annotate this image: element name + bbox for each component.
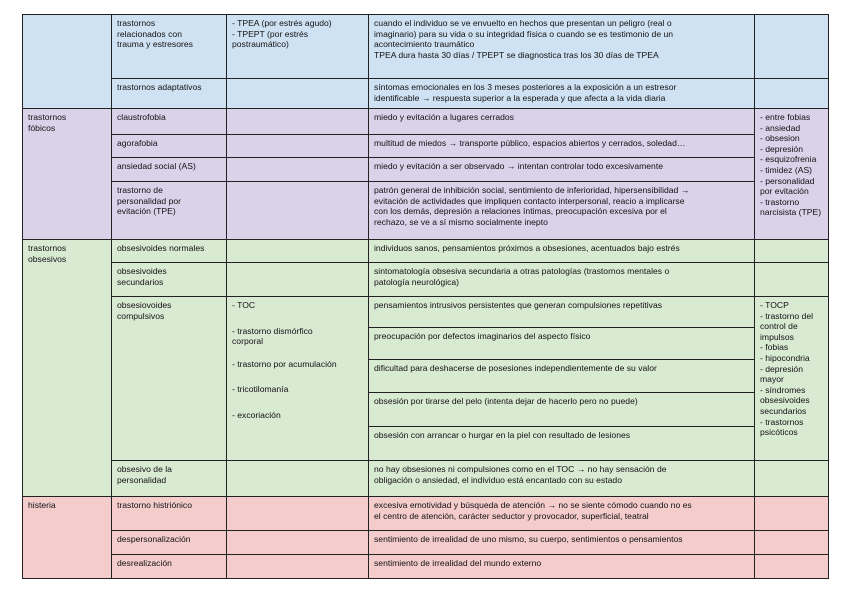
subtype-cell	[226, 108, 369, 135]
notes-cell	[754, 460, 829, 497]
compulsive-subtype: - trastorno dismórfico corporal	[232, 325, 313, 347]
subtype-cell	[226, 181, 369, 240]
group-label	[22, 14, 112, 109]
disorder-name: claustrofobia	[111, 108, 227, 135]
description-cell: miedo y evitación a ser observado → intentan controlar todo excesivamente	[368, 157, 755, 182]
disorder-name: obsesivoides normales	[111, 239, 227, 263]
disorder-name: obsesivoides secundarios	[111, 262, 227, 297]
disorder-name: agorafobia	[111, 134, 227, 158]
subtype-cell	[226, 554, 369, 579]
disorder-name: trastorno de personalidad por evitación (TPE)	[111, 181, 227, 240]
subtype-cell	[226, 134, 369, 158]
description-cell: obsesión con arrancar o hurgar en la piel con resultado de lesiones	[368, 426, 755, 461]
notes-cell	[754, 239, 829, 263]
subtype-cell	[226, 78, 369, 109]
subtype-cell: - TPEA (por estrés agudo) - TPEPT (por estrés postraumático)	[226, 14, 369, 79]
subtype-cell	[226, 239, 369, 263]
disorder-name: obsesiovoides compulsivos	[111, 296, 227, 461]
description-cell: cuando el individuo se ve envuelto en hechos que presentan un peligro (real o imaginario) para su vida o su integridad física o cuando se es testimonio de un acontecimiento traumático TPEA dura hasta 30 días / TPEPT se diagnostica tras los 30 días de TPEA	[368, 14, 755, 79]
description-cell: excesiva emotividad y búsqueda de atención → no se siente cómodo cuando no es el centro de atención, carácter seductor y provocador, superficial, teatral	[368, 496, 755, 531]
disorder-name: trastornos relacionados con trauma y estresores	[111, 14, 227, 79]
description-cell: obsesión por tirarse del pelo (intenta dejar de hacerlo pero no puede)	[368, 392, 755, 427]
disorder-name: obsesivo de la personalidad	[111, 460, 227, 497]
description-cell: pensamientos intrusivos persistentes que generan compulsiones repetitivas	[368, 296, 755, 328]
notes-cell	[754, 496, 829, 531]
subtype-list	[226, 296, 369, 461]
disorder-name: trastorno histriónico	[111, 496, 227, 531]
subtype-cell	[226, 262, 369, 297]
group-label: trastornos fóbicos	[22, 108, 112, 240]
description-cell: miedo y evitación a lugares cerrados	[368, 108, 755, 135]
description-cell: sentimiento de irrealidad del mundo externo	[368, 554, 755, 579]
disorder-name: ansiedad social (AS)	[111, 157, 227, 182]
notes-cell	[754, 14, 829, 79]
disorder-name: despersonalización	[111, 530, 227, 555]
description-cell: sintomatología obsesiva secundaria a otras patologías (trastornos mentales o patología neurológica)	[368, 262, 755, 297]
description-cell: dificultad para deshacerse de posesiones independientemente de su valor	[368, 359, 755, 393]
description-cell: síntomas emocionales en los 3 meses posteriores a la exposición a un estresor identificable → respuesta superior a la esperada y que afecta a la vida diaria	[368, 78, 755, 109]
compulsive-subtype: - TOC	[232, 300, 256, 310]
phobic-notes: - entre fobias - ansiedad - obsesion - depresión - esquizofrenia - timidez (AS) - personalidad por evitación - trastorno narcisista (TPE)	[754, 108, 829, 240]
notes-cell	[754, 554, 829, 579]
group-label: histeria	[22, 496, 112, 579]
disorder-name: desrealización	[111, 554, 227, 579]
description-cell: individuos sanos, pensamientos próximos a obsesiones, acentuados bajo estrés	[368, 239, 755, 263]
description-cell: patrón general de inhibición social, sentimiento de inferioridad, hipersensibilidad → evitación de actividades que impliquen contacto interpersonal, reacio a implicarse con los demás, depresión a relaciones íntimas, preocupación excesiva por el rechazo, se ve a sí mismo socialmente inepto	[368, 181, 755, 240]
compulsive-subtype: - tricotilomanía	[232, 384, 289, 395]
description-cell: multitud de miedos → transporte público, espacios abiertos y cerrados, soledad…	[368, 134, 755, 158]
description-cell: preocupación por defectos imaginarios del aspecto físico	[368, 327, 755, 360]
notes-cell	[754, 78, 829, 109]
compulsive-subtype: - excoriación	[232, 409, 281, 420]
notes-cell	[754, 530, 829, 555]
disorder-name: trastornos adaptativos	[111, 78, 227, 109]
description-cell: no hay obsesiones ni compulsiones como en el TOC → no hay sensación de obligación o ansiedad, el individuo está encantado con su estado	[368, 460, 755, 497]
compulsive-notes: - TOCP - trastorno del control de impulsos - fobias - hipocondria - depresión mayor - síndromes obsesivoides secundarios - trastornos psicóticos	[754, 296, 829, 461]
notes-cell	[754, 262, 829, 297]
subtype-cell	[226, 530, 369, 555]
compulsive-subtype: - trastorno por acumulación	[232, 358, 337, 369]
subtype-cell	[226, 496, 369, 531]
subtype-cell	[226, 460, 369, 497]
group-label: trastornos obsesivos	[22, 239, 112, 497]
description-cell: sentimiento de irrealidad de uno mismo, su cuerpo, sentimientos o pensamientos	[368, 530, 755, 555]
subtype-cell	[226, 157, 369, 182]
